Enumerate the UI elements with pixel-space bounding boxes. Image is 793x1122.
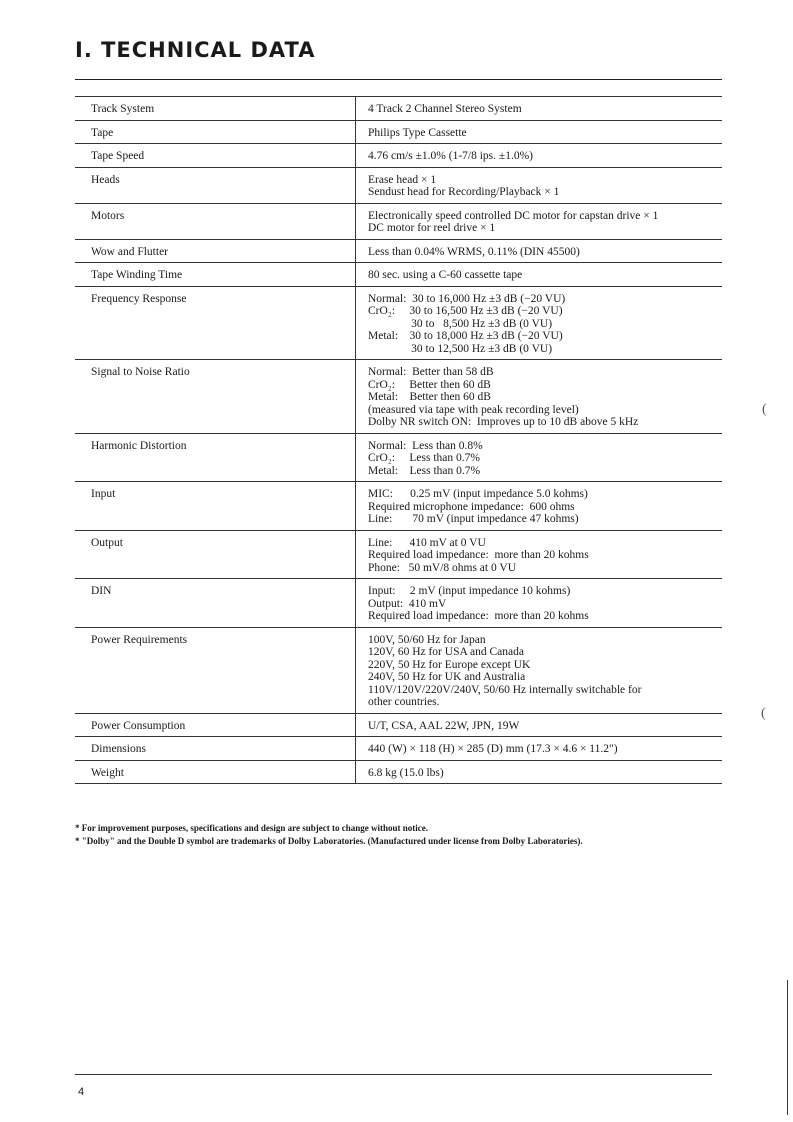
spec-row <box>75 482 722 531</box>
spec-value <box>356 482 723 531</box>
spec-row <box>75 239 722 263</box>
spec-value <box>356 286 723 360</box>
spec-value-line: 30 to 8,500 Hz ±3 dB (0 VU) <box>368 317 553 330</box>
spec-row <box>75 263 722 287</box>
spec-value-line: Less than 0.04% WRMS, 0.11% (DIN 45500) <box>368 245 580 258</box>
spec-value-line: 240V, 50 Hz for UK and Australia <box>368 671 526 683</box>
spec-label: Track System <box>75 97 356 121</box>
title-rule <box>75 79 722 80</box>
spec-value-line: other countries. <box>368 696 440 708</box>
spec-value-line: Required load impedance: more than 20 kohms <box>368 610 589 622</box>
spec-label: Signal to Noise Ratio <box>75 360 356 434</box>
page-number: 4 <box>78 1086 85 1098</box>
spec-value <box>356 203 723 239</box>
margin-bracket-mark: ( <box>762 402 767 417</box>
spec-value-line: Output: 410 mV <box>368 597 447 610</box>
spec-value-line: 120V, 60 Hz for USA and Canada <box>368 646 524 658</box>
spec-value-line: 110V/120V/220V/240V, 50/60 Hz internally switchable for <box>368 683 642 696</box>
spec-row <box>75 433 722 482</box>
spec-value-line: Metal: Better then 60 dB <box>368 391 491 403</box>
spec-row <box>75 167 722 203</box>
spec-value-line: MIC: 0.25 mV (input impedance 5.0 kohms) <box>368 488 588 500</box>
spec-row <box>75 120 722 144</box>
spec-value-line: 220V, 50 Hz for Europe except UK <box>368 658 531 671</box>
spec-value-line: Electronically speed controlled DC motor for capstan drive × 1 <box>368 209 659 222</box>
spec-label: Tape Speed <box>75 144 356 168</box>
spec-label: Input <box>75 482 356 531</box>
spec-value-line: 100V, 50/60 Hz for Japan <box>368 633 486 646</box>
spec-value-line: 440 (W) × 118 (H) × 285 (D) mm (17.3 × 4.6 × 11.2") <box>368 743 618 755</box>
spec-value-line: Normal: 30 to 16,000 Hz ±3 dB (−20 VU) <box>368 292 566 305</box>
spec-label: Output <box>75 530 356 579</box>
spec-value <box>356 530 723 579</box>
spec-label: DIN <box>75 579 356 628</box>
spec-value-line: 30 to 12,500 Hz ±3 dB (0 VU) <box>368 342 553 355</box>
spec-value-line: Dolby NR switch ON: Improves up to 10 dB above 5 kHz <box>368 416 639 428</box>
spec-row <box>75 713 722 737</box>
spec-row <box>75 737 722 761</box>
spec-label: Tape Winding Time <box>75 263 356 287</box>
spec-value <box>356 239 723 263</box>
spec-label: Frequency Response <box>75 286 356 360</box>
spec-value-line: Philips Type Cassette <box>368 126 467 139</box>
spec-label: Dimensions <box>75 737 356 761</box>
spec-value-line: (measured via tape with peak recording level) <box>368 403 579 416</box>
spec-value <box>356 167 723 203</box>
spec-label: Power Requirements <box>75 627 356 713</box>
spec-value <box>356 120 723 144</box>
spec-value-line: Erase head × 1 <box>368 173 437 186</box>
spec-value-line: 4 Track 2 Channel Stereo System <box>368 103 522 115</box>
spec-value <box>356 737 723 761</box>
spec-row <box>75 203 722 239</box>
spec-label: Heads <box>75 167 356 203</box>
spec-label: Tape <box>75 120 356 144</box>
spec-value-line: CrO₂: 30 to 16,500 Hz ±3 dB (−20 VU) <box>368 305 563 317</box>
spec-value-line: Line: 410 mV at 0 VU <box>368 536 486 549</box>
spec-value <box>356 263 723 287</box>
spec-value-line: 80 sec. using a C-60 cassette tape <box>368 269 523 281</box>
spec-value <box>356 97 723 121</box>
spec-row <box>75 627 722 713</box>
spec-label: Motors <box>75 203 356 239</box>
spec-row <box>75 579 722 628</box>
spec-label: Wow and Flutter <box>75 239 356 263</box>
spec-value-line: Required microphone impedance: 600 ohms <box>368 500 575 513</box>
spec-value-line: Line: 70 mV (input impedance 47 kohms) <box>368 513 579 525</box>
spec-value <box>356 713 723 737</box>
page-title: I. TECHNICAL DATA <box>75 38 316 62</box>
spec-value-line: Phone: 50 mV/8 ohms at 0 VU <box>368 561 517 574</box>
spec-value-line: Input: 2 mV (input impedance 10 kohms) <box>368 585 571 597</box>
spec-row <box>75 530 722 579</box>
spec-value <box>356 627 723 713</box>
spec-value-line: Normal: Less than 0.8% <box>368 439 483 452</box>
scan-edge-line <box>787 980 788 1115</box>
spec-row <box>75 360 722 434</box>
spec-value-line: 6.8 kg (15.0 lbs) <box>368 766 444 779</box>
footnote-dolby: * "Dolby" and the Double D symbol are trademarks of Dolby Laboratories. (Manufactured under license from Dolby Laboratories). <box>75 836 583 846</box>
spec-value-line: Metal: Less than 0.7% <box>368 464 481 477</box>
spec-row <box>75 144 722 168</box>
specifications-table-body <box>75 97 722 784</box>
spec-value-line: CrO₂: Less than 0.7% <box>368 452 480 464</box>
footer-rule <box>75 1074 712 1075</box>
spec-value-line: DC motor for reel drive × 1 <box>368 222 496 234</box>
spec-label: Power Consumption <box>75 713 356 737</box>
spec-label: Weight <box>75 760 356 784</box>
spec-value-line: U/T, CSA, AAL 22W, JPN, 19W <box>368 719 520 732</box>
spec-value <box>356 360 723 434</box>
spec-value-line: Normal: Better than 58 dB <box>368 366 494 378</box>
footnotes <box>75 822 755 848</box>
spec-label: Harmonic Distortion <box>75 433 356 482</box>
spec-value-line: Metal: 30 to 18,000 Hz ±3 dB (−20 VU) <box>368 330 563 342</box>
spec-row <box>75 97 722 121</box>
spec-value-line: Sendust head for Recording/Playback × 1 <box>368 186 560 198</box>
spec-value-line: Required load impedance: more than 20 kohms <box>368 549 589 561</box>
spec-value <box>356 579 723 628</box>
spec-value-line: CrO₂: Better then 60 dB <box>368 378 491 391</box>
spec-value-line: 4.76 cm/s ±1.0% (1-7/8 ips. ±1.0%) <box>368 150 533 162</box>
footnote-specifications: * For improvement purposes, specifications and design are subject to change without notice. <box>75 823 428 833</box>
spec-value <box>356 433 723 482</box>
margin-bracket-mark: ( <box>761 706 766 721</box>
spec-value <box>356 144 723 168</box>
spec-row <box>75 286 722 360</box>
spec-row <box>75 760 722 784</box>
specifications-table <box>75 96 722 784</box>
spec-value <box>356 760 723 784</box>
